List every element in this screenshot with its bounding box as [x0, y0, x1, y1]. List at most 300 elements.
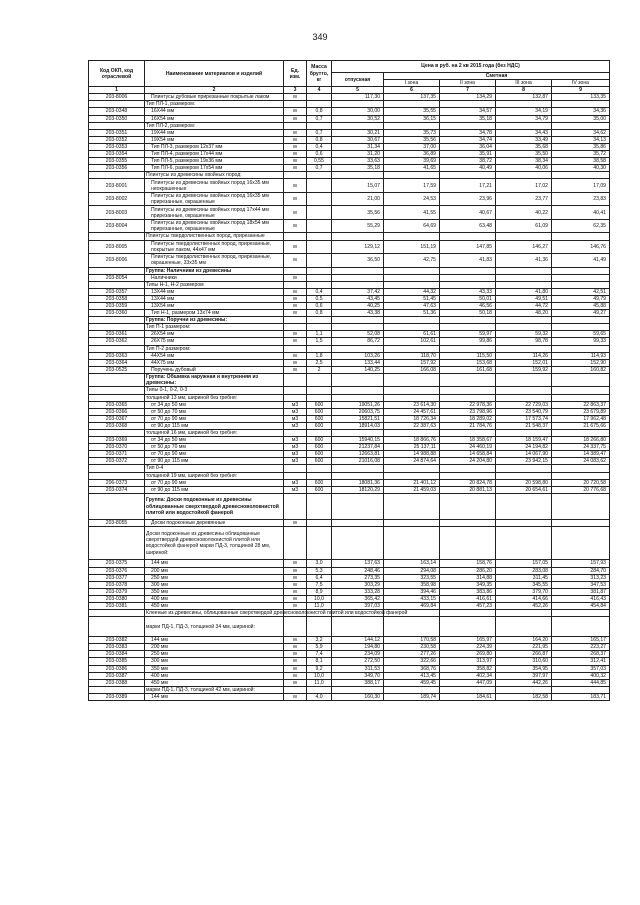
zone-4-price-cell: 24 337,75	[552, 444, 610, 451]
unit-cell	[284, 267, 307, 274]
zone-4-price-cell: 20 776,68	[552, 486, 610, 493]
code-cell	[89, 324, 145, 331]
code-cell	[89, 465, 145, 472]
zone-3-price-cell	[496, 373, 552, 387]
zone-4-price-cell: 114,93	[552, 352, 610, 359]
name-cell: Плинтусы твердолиственных пород, прирезанные	[145, 233, 284, 240]
zone-4-price-cell: 312,41	[552, 658, 610, 665]
mass-cell: 5,9	[307, 644, 332, 651]
release-price-cell: 43,45	[332, 295, 384, 302]
release-price-cell: 15940,15	[332, 437, 384, 444]
release-price-cell: 19051,26	[332, 401, 384, 408]
name-cell: Тип П-2 размером:	[145, 345, 284, 352]
zone-2-price-cell: 457,23	[440, 602, 496, 609]
table-row	[89, 101, 610, 108]
unit-cell	[284, 394, 307, 401]
table-body	[89, 94, 610, 701]
mass-cell: 0,7	[307, 165, 332, 172]
name-cell: 144 мм	[145, 693, 284, 700]
price-table	[88, 60, 610, 701]
zone-1-price-cell: 322,66	[384, 658, 440, 665]
unit-cell	[284, 493, 307, 520]
zone-1-price-cell: 459,45	[384, 679, 440, 686]
release-price-cell: 388,17	[332, 679, 384, 686]
unit-cell	[284, 122, 307, 129]
table-row	[89, 302, 610, 309]
unit-cell: м3	[284, 458, 307, 465]
name-cell: 19Х44 мм	[145, 129, 284, 136]
zone-3-price-cell: 98,78	[496, 338, 552, 345]
zone-4-price-cell	[552, 520, 610, 527]
unit-cell	[284, 472, 307, 479]
name-cell: Типы Н-1, Н-2 размером	[145, 281, 284, 288]
unit-cell: м	[284, 672, 307, 679]
unit-cell: м3	[284, 451, 307, 458]
name-cell: от 50 до 70 мм	[145, 408, 284, 415]
unit-cell	[284, 527, 307, 560]
zone-2-price-cell: 153,68	[440, 359, 496, 366]
code-cell: 203-0378	[89, 581, 145, 588]
zone-3-price-cell	[496, 465, 552, 472]
mass-cell	[307, 233, 332, 240]
zone-4-price-cell	[552, 101, 610, 108]
unit-cell: м	[284, 693, 307, 700]
name-cell: Плинтусы из древесины хвойных пород 17х44 мм прирезанные, окрашенные	[145, 206, 284, 220]
zone-2-price-cell	[440, 122, 496, 129]
unit-cell: м3	[284, 401, 307, 408]
table-row	[89, 373, 610, 387]
zone-3-price-cell: 354,95	[496, 665, 552, 672]
zone-2-price-cell: 286,20	[440, 567, 496, 574]
table-row	[89, 233, 610, 240]
name-cell: 26Х54 мм	[145, 331, 284, 338]
zone-4-price-cell: 41,49	[552, 254, 610, 268]
code-cell: 203-0356	[89, 165, 145, 172]
column-index: 1	[89, 87, 145, 94]
zone-3-price-cell: 132,87	[496, 94, 552, 101]
zone-4-price-cell: 165,17	[552, 637, 610, 644]
table-row	[89, 122, 610, 129]
table-row	[89, 394, 610, 401]
code-cell: 203-0374	[89, 486, 145, 493]
name-cell: Доски подоконные из древесины облицованные сверхтвердой древесноволокнистой плитой или водостойкой фанерой марки ПД-3, толщиной 28 мм, шириной:	[145, 527, 284, 560]
code-cell	[89, 233, 145, 240]
zone-3-price-cell: 311,45	[496, 574, 552, 581]
unit-cell: м	[284, 274, 307, 281]
zone-2-price-cell: 314,88	[440, 574, 496, 581]
zone-2-price-cell: 20 824,78	[440, 479, 496, 486]
zone-2-price-cell: 34,78	[440, 129, 496, 136]
unit-cell: м3	[284, 486, 307, 493]
name-cell: 26Х75 мм	[145, 338, 284, 345]
table-row	[89, 465, 610, 472]
code-cell: 203-8004	[89, 219, 145, 233]
zone-2-price-cell: 18 358,67	[440, 437, 496, 444]
unit-cell: м	[284, 595, 307, 602]
table-row	[89, 317, 610, 324]
zone-4-price-cell	[552, 324, 610, 331]
mass-cell: 9,2	[307, 665, 332, 672]
zone-1-price-cell	[384, 472, 440, 479]
zone-4-price-cell: 160,82	[552, 366, 610, 373]
unit-cell: м	[284, 574, 307, 581]
unit-cell: м	[284, 115, 307, 122]
unit-cell	[284, 324, 307, 331]
unit-cell: м	[284, 179, 307, 193]
zone-4-price-cell	[552, 274, 610, 281]
zone-1-price-cell: 25 137,11	[384, 444, 440, 451]
zone-1-price-cell	[384, 387, 440, 394]
release-price-cell	[332, 324, 384, 331]
zone-3-price-cell	[496, 122, 552, 129]
table-row	[89, 637, 610, 644]
code-cell: 203-0348	[89, 108, 145, 115]
mass-cell: 8,1	[307, 658, 332, 665]
zone-3-price-cell: 23,77	[496, 192, 552, 206]
zone-4-price-cell	[552, 493, 610, 520]
header-unit: Ед. изм.	[284, 61, 307, 87]
name-cell: от 50 до 70 мм	[145, 444, 284, 451]
header-name: Наименование материалов и изделий	[145, 61, 284, 87]
zone-2-price-cell: 158,76	[440, 560, 496, 567]
table-header	[89, 61, 610, 94]
code-cell: 203-0366	[89, 408, 145, 415]
release-price-cell: 103,26	[332, 352, 384, 359]
zone-2-price-cell: 20 881,13	[440, 486, 496, 493]
zone-1-price-cell: 157,92	[384, 359, 440, 366]
column-index: 2	[145, 87, 284, 94]
release-price-cell	[332, 493, 384, 520]
release-price-cell: 52,08	[332, 331, 384, 338]
zone-3-price-cell: 146,27	[496, 240, 552, 254]
zone-2-price-cell: 23 798,96	[440, 408, 496, 415]
name-cell: 19Х54 мм	[145, 136, 284, 143]
zone-2-price-cell: 22 978,36	[440, 401, 496, 408]
code-cell: 203-0360	[89, 310, 145, 317]
zone-4-price-cell: 38,58	[552, 158, 610, 165]
zone-4-price-cell: 444,85	[552, 679, 610, 686]
code-cell: 203-0372	[89, 458, 145, 465]
code-cell: 203-0364	[89, 359, 145, 366]
column-index: 4	[307, 87, 332, 94]
name-cell: Тип 0-4	[145, 465, 284, 472]
unit-cell	[284, 686, 307, 693]
unit-cell: м	[284, 352, 307, 359]
mass-cell: 1,1	[307, 331, 332, 338]
unit-cell: м	[284, 151, 307, 158]
zone-2-price-cell	[440, 686, 496, 693]
zone-4-price-cell: 20 720,58	[552, 479, 610, 486]
code-cell: 203-0386	[89, 665, 145, 672]
mass-cell: 8,9	[307, 588, 332, 595]
mass-cell	[307, 465, 332, 472]
mass-cell: 3,0	[307, 560, 332, 567]
release-price-cell: 35,18	[332, 165, 384, 172]
code-cell: 203-0389	[89, 693, 145, 700]
mass-cell: 0,7	[307, 115, 332, 122]
table-row	[89, 295, 610, 302]
unit-cell: м	[284, 129, 307, 136]
unit-cell: м3	[284, 408, 307, 415]
zone-3-price-cell	[496, 429, 552, 436]
zone-4-price-cell: 416,43	[552, 595, 610, 602]
zone-1-price-cell: 368,76	[384, 665, 440, 672]
zone-1-price-cell: 51,45	[384, 295, 440, 302]
unit-cell	[284, 101, 307, 108]
release-price-cell	[332, 122, 384, 129]
release-price-cell: 273,35	[332, 574, 384, 581]
code-cell: 203-0351	[89, 129, 145, 136]
release-price-cell	[332, 394, 384, 401]
zone-3-price-cell	[496, 317, 552, 324]
name-cell: Группа: Доски подоконные из древесины облицованные сверхтвердой древесноволокнистой плитой или водостойкой фанерой	[145, 493, 284, 520]
zone-3-price-cell	[496, 617, 552, 637]
zone-2-price-cell: 63,48	[440, 219, 496, 233]
table-row	[89, 129, 610, 136]
zone-4-price-cell	[552, 267, 610, 274]
table-row	[89, 94, 610, 101]
code-cell: 203-8055	[89, 520, 145, 527]
mass-cell: 0,4	[307, 143, 332, 150]
mass-cell: 10,0	[307, 595, 332, 602]
release-price-cell: 86,72	[332, 338, 384, 345]
zone-4-price-cell: 381,87	[552, 588, 610, 595]
mass-cell	[307, 520, 332, 527]
zone-4-price-cell: 284,70	[552, 567, 610, 574]
table-row	[89, 366, 610, 373]
zone-1-price-cell: 37,00	[384, 143, 440, 150]
zone-4-price-cell	[552, 317, 610, 324]
zone-1-price-cell: 22 387,63	[384, 422, 440, 429]
zone-3-price-cell: 18 159,47	[496, 437, 552, 444]
table-row	[89, 401, 610, 408]
zone-3-price-cell: 23 540,79	[496, 408, 552, 415]
zone-3-price-cell: 157,05	[496, 560, 552, 567]
zone-3-price-cell: 21 548,37	[496, 422, 552, 429]
zone-4-price-cell: 157,93	[552, 560, 610, 567]
release-price-cell: 15821,51	[332, 415, 384, 422]
release-price-cell: 12663,81	[332, 451, 384, 458]
zone-4-price-cell: 400,32	[552, 672, 610, 679]
zone-4-price-cell	[552, 281, 610, 288]
unit-cell: м	[284, 658, 307, 665]
zone-2-price-cell: 38,72	[440, 158, 496, 165]
zone-1-price-cell	[384, 172, 440, 179]
zone-4-price-cell: 21 675,66	[552, 422, 610, 429]
code-cell	[89, 345, 145, 352]
zone-3-price-cell: 33,49	[496, 136, 552, 143]
zone-3-price-cell	[496, 101, 552, 108]
name-cell: от 90 до 115 мм	[145, 422, 284, 429]
unit-cell: м	[284, 581, 307, 588]
release-price-cell: 311,53	[332, 665, 384, 672]
zone-4-price-cell: 62,35	[552, 219, 610, 233]
unit-cell: м	[284, 679, 307, 686]
zone-1-price-cell: 102,61	[384, 338, 440, 345]
zone-3-price-cell: 34,43	[496, 129, 552, 136]
header-mass: Масса брутто, кг	[307, 61, 332, 87]
zone-2-price-cell: 402,34	[440, 672, 496, 679]
table-row	[89, 560, 610, 567]
zone-3-price-cell	[496, 472, 552, 479]
code-cell: 203-0365	[89, 401, 145, 408]
unit-cell: м	[284, 295, 307, 302]
zone-1-price-cell	[384, 465, 440, 472]
table-row	[89, 387, 610, 394]
zone-2-price-cell	[440, 429, 496, 436]
mass-cell: 0,8	[307, 108, 332, 115]
release-price-cell	[332, 101, 384, 108]
unit-cell: м	[284, 520, 307, 527]
unit-cell: м3	[284, 422, 307, 429]
column-index: 7	[440, 87, 496, 94]
zone-1-price-cell: 413,45	[384, 672, 440, 679]
header-zone-3: III зона	[496, 80, 552, 87]
table-row	[89, 172, 610, 179]
name-cell: Плинтусы твердолиственных пород, прирезанные, окрашенные, 33х35 мм	[145, 254, 284, 268]
mass-cell	[307, 527, 332, 560]
zone-3-price-cell: 35,68	[496, 143, 552, 150]
zone-3-price-cell	[496, 520, 552, 527]
unit-cell: м	[284, 206, 307, 220]
mass-cell	[307, 219, 332, 233]
zone-2-price-cell	[440, 317, 496, 324]
mass-cell	[307, 192, 332, 206]
zone-4-price-cell: 49,27	[552, 310, 610, 317]
code-cell	[89, 281, 145, 288]
zone-1-price-cell: 35,55	[384, 108, 440, 115]
code-cell: 203-0371	[89, 451, 145, 458]
zone-3-price-cell: 61,09	[496, 219, 552, 233]
zone-2-price-cell: 59,97	[440, 331, 496, 338]
zone-2-price-cell: 34,57	[440, 108, 496, 115]
code-cell	[89, 387, 145, 394]
zone-3-price-cell: 41,36	[496, 254, 552, 268]
zone-3-price-cell	[496, 527, 552, 560]
name-cell: 200 мм	[145, 567, 284, 574]
zone-3-price-cell: 23 942,15	[496, 458, 552, 465]
zone-3-price-cell: 49,51	[496, 295, 552, 302]
zone-4-price-cell	[552, 373, 610, 387]
code-cell	[89, 172, 145, 179]
header-code: Код ОКП, код отраслевой	[89, 61, 145, 87]
code-cell: 203-0384	[89, 651, 145, 658]
zone-4-price-cell: 34,36	[552, 108, 610, 115]
mass-cell: 5,3	[307, 567, 332, 574]
mass-cell: 0,8	[307, 136, 332, 143]
zone-4-price-cell: 40,41	[552, 206, 610, 220]
zone-1-price-cell: 51,36	[384, 310, 440, 317]
table-row	[89, 338, 610, 345]
zone-3-price-cell	[496, 493, 552, 520]
zone-4-price-cell	[552, 345, 610, 352]
release-price-cell: 35,56	[332, 206, 384, 220]
mass-cell	[307, 686, 332, 693]
zone-2-price-cell	[440, 101, 496, 108]
unit-cell: м3	[284, 444, 307, 451]
zone-2-price-cell	[440, 617, 496, 637]
name-cell: Тип ПЛ-5, размером 19х36 мм	[145, 158, 284, 165]
name-cell: Тип ПЛ-4, размером 17х44 мм	[145, 151, 284, 158]
zone-3-price-cell: 14 067,90	[496, 451, 552, 458]
code-cell: 203-0381	[89, 602, 145, 609]
zone-4-price-cell: 23,83	[552, 192, 610, 206]
table-row	[89, 658, 610, 665]
zone-1-price-cell: 41,55	[384, 206, 440, 220]
mass-cell	[307, 101, 332, 108]
zone-2-price-cell: 147,85	[440, 240, 496, 254]
zone-4-price-cell: 24 083,62	[552, 458, 610, 465]
mass-cell: 11,0	[307, 679, 332, 686]
zone-1-price-cell: 23 614,30	[384, 401, 440, 408]
zone-1-price-cell	[384, 394, 440, 401]
release-price-cell: 30,00	[332, 108, 384, 115]
mass-cell: 2,5	[307, 359, 332, 366]
name-cell: 44Х75 мм	[145, 359, 284, 366]
zone-2-price-cell: 184,61	[440, 693, 496, 700]
column-index: 8	[496, 87, 552, 94]
unit-cell: м	[284, 136, 307, 143]
name-cell: 300 мм	[145, 658, 284, 665]
mass-cell: 2	[307, 366, 332, 373]
zone-4-price-cell: 18 266,80	[552, 437, 610, 444]
name-cell: 400 мм	[145, 595, 284, 602]
code-cell: 203-0379	[89, 588, 145, 595]
zone-1-price-cell: 36,15	[384, 115, 440, 122]
zone-3-price-cell	[496, 686, 552, 693]
zone-3-price-cell	[496, 345, 552, 352]
table-row	[89, 493, 610, 520]
mass-cell: 10,0	[307, 672, 332, 679]
zone-3-price-cell: 397,97	[496, 672, 552, 679]
header-zone-1: I зона	[384, 80, 440, 87]
name-cell: 16Х44 мм	[145, 108, 284, 115]
release-price-cell	[332, 267, 384, 274]
mass-cell: 600	[307, 444, 332, 451]
zone-1-price-cell	[384, 101, 440, 108]
unit-cell: м	[284, 567, 307, 574]
name-cell: 450 мм	[145, 679, 284, 686]
code-cell: 203-8003	[89, 206, 145, 220]
unit-cell: м	[284, 219, 307, 233]
code-cell: 203-0355	[89, 158, 145, 165]
name-cell: Тип ПЛ-1, размером:	[145, 101, 284, 108]
table-row	[89, 665, 610, 672]
zone-2-price-cell: 23,96	[440, 192, 496, 206]
zone-2-price-cell	[440, 345, 496, 352]
table-row	[89, 644, 610, 651]
zone-1-price-cell	[384, 233, 440, 240]
zone-1-price-cell: 47,63	[384, 302, 440, 309]
name-cell: Клееные из древесины, облицованные сверхтвердой древесноволокнистой плитой или водостойкой фанерой	[146, 610, 408, 617]
mass-cell: 7,5	[307, 581, 332, 588]
release-price-cell: 133,44	[332, 359, 384, 366]
zone-1-price-cell: 151,19	[384, 240, 440, 254]
mass-cell	[307, 345, 332, 352]
unit-cell: м	[284, 240, 307, 254]
unit-cell: м	[284, 158, 307, 165]
zone-3-price-cell	[496, 233, 552, 240]
code-cell: 203-0380	[89, 595, 145, 602]
table-row	[89, 136, 610, 143]
mass-cell: 4,0	[307, 693, 332, 700]
code-cell	[89, 493, 145, 520]
zone-2-price-cell: 24 204,80	[440, 458, 496, 465]
header-zone-2: II зона	[440, 80, 496, 87]
code-cell: 203-0385	[89, 658, 145, 665]
mass-cell: 0,6	[307, 302, 332, 309]
zone-1-price-cell: 42,75	[384, 254, 440, 268]
